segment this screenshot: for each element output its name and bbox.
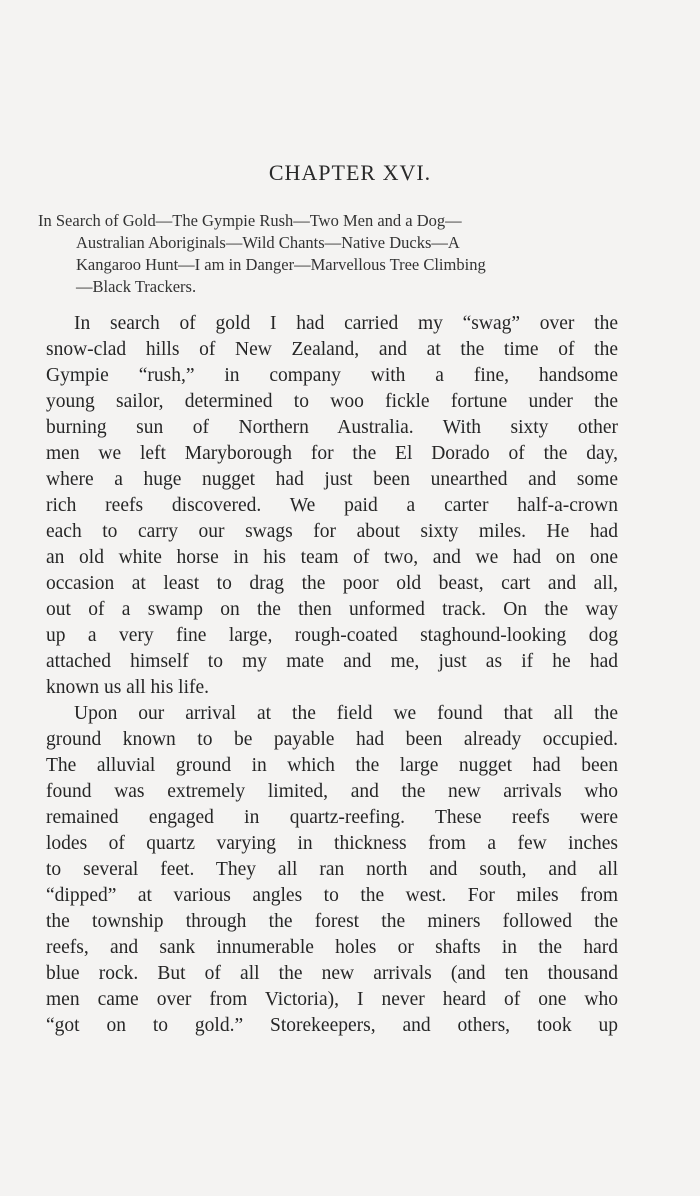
text-line: The alluvial ground in which the large nugget had been <box>46 755 618 776</box>
synopsis-line: Kangaroo Hunt—I am in Danger—Marvellous Tree Climbing <box>76 255 486 274</box>
text-line: Upon our arrival at the field we found that all the <box>74 703 618 724</box>
text-line: burning sun of Northern Australia. With sixty other <box>46 417 618 438</box>
text-line: each to carry our swags for about sixty miles. He had <box>46 521 618 542</box>
text-line: reefs, and sank innumerable holes or shafts in the hard <box>46 937 618 958</box>
synopsis-line: Australian Aboriginals—Wild Chants—Native Ducks—A <box>76 233 460 252</box>
text-line: men we left Maryborough for the El Dorado of the day, <box>46 443 618 464</box>
text-line: Gympie “rush,” in company with a fine, handsome <box>46 365 618 386</box>
text-line: an old white horse in his team of two, and we had on one <box>46 547 618 568</box>
text-line: lodes of quartz varying in thickness from a few inches <box>46 833 618 854</box>
synopsis-line: In Search of Gold—The Gympie Rush—Two Men and a Dog— <box>38 211 462 230</box>
text-line: where a huge nugget had just been unearthed and some <box>46 469 618 490</box>
text-line: attached himself to my mate and me, just as if he had <box>46 651 618 672</box>
text-line: young sailor, determined to woo fickle fortune under the <box>46 391 618 412</box>
text-line: rich reefs discovered. We paid a carter half-a-crown <box>46 495 618 516</box>
text-line: up a very fine large, rough-coated staghound-looking dog <box>46 625 618 646</box>
chapter-body <box>46 311 618 1039</box>
text-line: found was extremely limited, and the new arrivals who <box>46 781 618 802</box>
text-line: known us all his life. <box>46 677 210 698</box>
text-line: “dipped” at various angles to the west. For miles from <box>46 885 618 906</box>
text-line: to several feet. They all ran north and south, and all <box>46 859 618 880</box>
text-line: out of a swamp on the then unformed track. On the way <box>46 599 618 620</box>
paragraph <box>46 701 618 1039</box>
chapter-synopsis <box>38 210 618 298</box>
text-line: “got on to gold.” Storekeepers, and others, took up <box>46 1015 618 1036</box>
text-line: the township through the forest the miners followed the <box>46 911 618 932</box>
text-line: snow-clad hills of New Zealand, and at the time of the <box>46 339 618 360</box>
text-line: ground known to be payable had been already occupied. <box>46 729 618 750</box>
synopsis-line: —Black Trackers. <box>76 277 197 296</box>
text-line: occasion at least to drag the poor old beast, cart and all, <box>46 573 618 594</box>
text-line: blue rock. But of all the new arrivals (and ten thousand <box>46 963 618 984</box>
chapter-title: CHAPTER XVI. <box>268 160 432 185</box>
text-line: In search of gold I had carried my “swag” over the <box>74 313 618 334</box>
text-line: men came over from Victoria), I never heard of one who <box>46 989 618 1010</box>
paragraph <box>46 311 618 701</box>
text-line: remained engaged in quartz-reefing. These reefs were <box>46 807 618 828</box>
